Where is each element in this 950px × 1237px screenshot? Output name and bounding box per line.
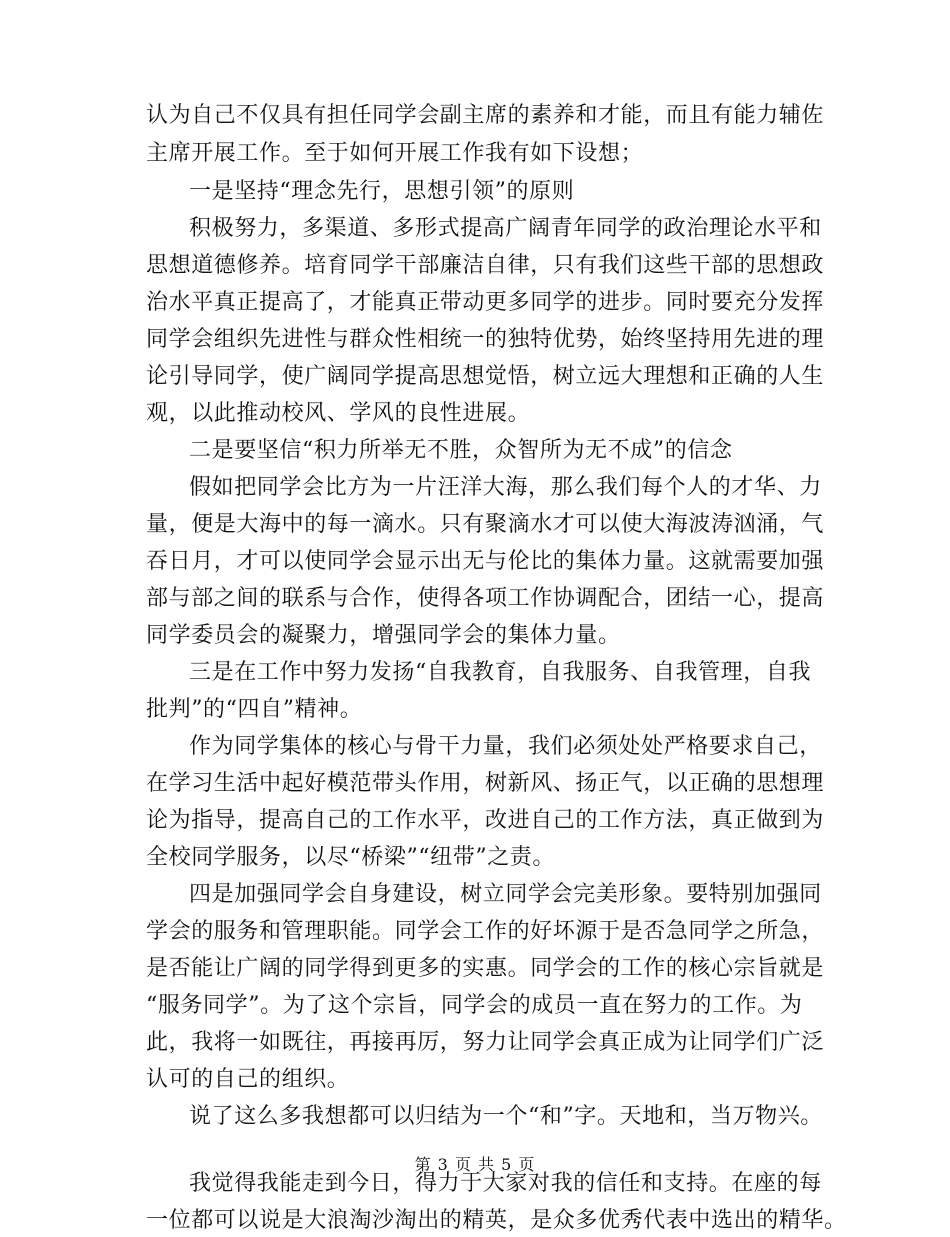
text-line: 是否能让广阔的同学得到更多的实惠。同学会的工作的核心宗旨就是 (146, 956, 825, 981)
paragraph-start: 我觉得我能走到今日，得力于大家对我的信任和支持。在座的每 (189, 1171, 822, 1196)
text-line: 同学会组织先进性与群众性相统一的独特优势，始终坚持用先进的理 (146, 327, 825, 352)
text-line: 一位都可以说是大浪淘沙淘出的精英，是众多优秀代表中选出的精华。 (146, 1208, 847, 1233)
text-line: 治水平真正提高了，才能真正带动更多同学的进步。同时要充分发挥 (146, 290, 825, 315)
text-line: 在学习生活中起好模范带头作用，树新风、扬正气，以正确的思想理 (146, 771, 825, 796)
section-heading: 二是要坚信“积力所举无不胜，众智所为无不成”的信念 (189, 438, 733, 463)
text-line: 部与部之间的联系与合作，使得各项工作协调配合，团结一心，提高 (146, 586, 825, 611)
text-line: 学会的服务和管理职能。同学会工作的好坏源于是否急同学之所急， (146, 919, 825, 944)
text-line: 全校同学服务，以尽“桥梁”“纽带”之责。 (146, 845, 555, 870)
section-heading: 一是坚持“理念先行，思想引领”的原则 (189, 179, 575, 204)
text-line: 认可的自己的组织。 (146, 1067, 350, 1092)
text-line: 观，以此推动校风、学风的良性进展。 (146, 401, 531, 426)
paragraph-start: 假如把同学会比方为一片汪洋大海，那么我们每个人的才华、力 (189, 475, 822, 500)
text-line: 吞日月，才可以使同学会显示出无与伦比的集体力量。这就需要加强 (146, 549, 825, 574)
text-line: 此，我将一如既往，再接再厉，努力让同学会真正成为让同学们广泛 (146, 1030, 825, 1055)
paragraph-start: 四是加强同学会自身建设，树立同学会完美形象。要特别加强同 (189, 882, 822, 907)
text-line: 思想道德修养。培育同学干部廉洁自律，只有我们这些干部的思想政 (146, 253, 825, 278)
section-heading: 三是在工作中努力发扬“自我教育，自我服务、自我管理，自我 (189, 660, 812, 685)
text-line: 批判”的“四自”精神。 (146, 697, 363, 722)
text-line: 论为指导，提高自己的工作水平，改进自己的工作方法，真正做到为 (146, 808, 825, 833)
text-line: 认为自己不仅具有担任同学会副主席的素养和才能，而且有能力辅佐 (146, 103, 825, 128)
text-line: 论引导同学，使广阔同学提高思想觉悟，树立远大理想和正确的人生 (146, 364, 825, 389)
text-line: “服务同学”。为了这个宗旨，同学会的成员一直在努力的工作。为 (146, 993, 803, 1018)
text-line: 同学委员会的凝聚力，增强同学会的集体力量。 (146, 623, 621, 648)
page-number-footer: 第 3 页 共 5 页 (414, 1155, 536, 1174)
paragraph-start: 积极努力，多渠道、多形式提高广阔青年同学的政治理论水平和 (189, 216, 822, 241)
paragraph-start: 说了这么多我想都可以归结为一个“和”字。天地和，当万物兴。 (189, 1104, 823, 1129)
text-line: 量，便是大海中的每一滴水。只有聚滴水才可以使大海波涛汹涌，气 (146, 512, 825, 537)
text-line: 主席开展工作。至于如何开展工作我有如下设想； (146, 141, 644, 166)
paragraph-start: 作为同学集体的核心与骨干力量，我们必须处处严格要求自己， (189, 734, 822, 759)
